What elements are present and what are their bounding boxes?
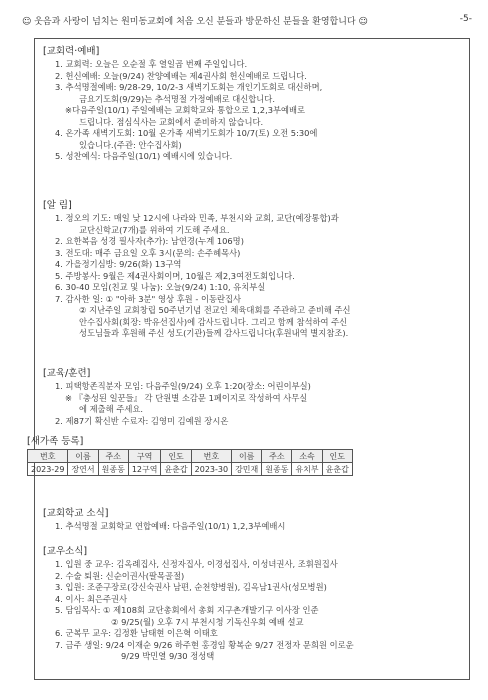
notice-line: 6. 군복무 교우: 김정환 남태현 이은혁 이태호 <box>55 628 218 638</box>
table-cell: 원종동 <box>98 463 128 476</box>
notice-line: 4. 온가족 새벽기도회: 10월 온가족 새벽기도회가 10/7(토) 오전 5:30에 <box>55 128 318 138</box>
notice-line: ② 9/25(월) 오후 7시 부천시청 기독신우회 예배 설교 <box>111 616 304 627</box>
notice-line: ② 지난주일 교회창립 50주년기념 전교인 체육대회를 주관하고 준비해 주신 <box>79 305 351 315</box>
table-row <box>28 463 353 476</box>
table-cell: 원종동 <box>262 463 292 476</box>
table-cell: 윤춘갑 <box>322 463 352 476</box>
section-title: [알 림] <box>43 200 72 211</box>
notice-line: 있습니다.(주관: 안수집사회) <box>79 139 182 150</box>
section-title: [새가족 등록] <box>27 436 84 447</box>
section-member-news <box>43 543 467 663</box>
table-cell: 12구역 <box>128 463 161 476</box>
notice-line: 5. 담임목사: ① 제108회 교단총회에서 총회 지구촌개발기구 이사장 인준 <box>55 605 319 615</box>
table-header-cell: 소속 <box>292 450 322 463</box>
table-cell: 윤춘갑 <box>161 463 191 476</box>
section-title: [교회력·예배] <box>43 46 100 57</box>
table-header-cell: 구역 <box>128 450 161 463</box>
table-cell: 2023-30 <box>191 463 231 476</box>
notice-line: 5. 주방봉사: 9월은 제4권사회이며, 10월은 제2,3여전도회입니다. <box>55 270 295 281</box>
notice-line: 9/29 박민열 9/30 정성택 <box>121 651 215 661</box>
table-cell: 강민재 <box>232 463 262 476</box>
notice-line: 2. 헌신예배: 오늘(9/24) 찬양예배는 제4권사회 헌신예배로 드립니다. <box>55 70 307 81</box>
notice-line: ※ 『충성된 일꾼들』 각 단원별 소감문 1페이지로 작성하여 사무실 <box>65 392 308 403</box>
notice-line: 에 제출해 주세요. <box>79 404 144 414</box>
table-cell: 장연서 <box>68 463 98 476</box>
table-header-cell: 번호 <box>28 450 68 463</box>
header-text: ☺ 웃음과 사랑이 넘치는 원미동교회에 처음 오신 분들과 방문하신 분들을 환영합니다 ☺ <box>22 17 368 27</box>
content-frame <box>27 38 470 680</box>
table-header-cell: 이름 <box>232 450 262 463</box>
new-family-table <box>27 449 353 476</box>
notice-line: 1. 정오의 기도: 매일 낮 12시에 나라와 민족, 부천시와 교회, 교단(예장통합)과 <box>55 213 339 223</box>
table-cell: 유치부 <box>292 463 322 476</box>
notice-line: 3. 추석명절예배: 9/28-29, 10/2-3 새벽기도회는 개인기도회로 대신하며, <box>55 82 323 92</box>
notice-line: 4. 이사: 최은주권사 <box>55 593 128 604</box>
notice-line: 2. 요한복음 성경 필사자(추가): 남연경(누계 106명) <box>55 236 244 246</box>
notice-line: 안수집사회(회장: 박유선집사)에 감사드립니다. 그리고 함께 참석하여 주신 <box>79 316 348 327</box>
notice-line: 성도님들과 후원해 주신 성도(기관)들께 감사드립니다(후원내역 별지참조). <box>79 328 349 338</box>
section-church-school <box>43 505 467 533</box>
notice-line: 2. 수술 퇴원: 신순이권사(팔목골절) <box>55 570 185 581</box>
notice-line: 2. 제87기 확신반 수료자: 김영미 김예원 장시온 <box>55 415 229 426</box>
notice-line: 1. 추석명절 교회학교 연합예배: 다음주일(10/1) 1,2,3부예배시 <box>55 521 286 531</box>
section-title: [교육/훈련] <box>43 368 91 379</box>
notice-line: 7. 금주 생일: 9/24 이재순 9/26 하주현 홍경임 황복순 9/27 전정자 문희원 이로운 <box>55 639 354 650</box>
table-cell: 2023-29 <box>28 463 68 476</box>
notice-line: 5. 성찬예식: 다음주일(10/1) 예배시에 있습니다. <box>55 151 233 161</box>
section-title: [교우소식] <box>43 546 88 557</box>
section-new-family <box>27 433 451 476</box>
table-header-cell: 이름 <box>68 450 98 463</box>
table-header-cell: 주소 <box>262 450 292 463</box>
section-education <box>43 365 467 427</box>
notice-line: 교단신학교(7개)를 위하여 기도해 주세요. <box>79 224 230 235</box>
notice-line: 1. 피택항존직분자 모임: 다음주일(9/24) 오후 1:20(장소: 어린이부실) <box>55 381 311 391</box>
table-header-cell: 인도 <box>161 450 191 463</box>
page-header <box>22 14 472 27</box>
notice-line: 1. 교회력: 오늘은 오순절 후 열일곱 번째 주일입니다. <box>55 59 248 69</box>
section-worship <box>43 43 467 163</box>
notice-line: 3. 입원: 조준구장로(강신숙권사 남편, 순천향병원), 김옥남1권사(성모병원) <box>55 582 327 592</box>
notice-line: 1. 입원 중 교우: 김옥례집사, 신정자집사, 이경섭집사, 이성녀권사, 조휘원집사 <box>55 559 338 569</box>
section-title: [교회학교 소식] <box>43 508 109 519</box>
notice-line: 3. 전도대: 매주 금요일 오후 3시(문의: 손주혜목사) <box>55 247 241 258</box>
section-announcements <box>43 197 467 340</box>
notice-line: 드립니다. 점심식사는 교회에서 준비하지 않습니다. <box>79 116 264 127</box>
notice-line: 4. 가을정기심방: 9/26(화) 13구역 <box>55 259 182 269</box>
table-header-cell: 주소 <box>98 450 128 463</box>
notice-line: 7. 감사한 일: ① "아하 3분" 영상 후원 - 이동란집사 <box>55 293 242 304</box>
table-header-cell: 인도 <box>322 450 352 463</box>
table-header-row <box>28 450 353 463</box>
table-header-cell: 번호 <box>191 450 231 463</box>
notice-line: ※다음주일(10/1) 주일예배는 교회학교와 통합으로 1,2,3부예배로 <box>65 105 306 115</box>
notice-line: 금요기도회(9/29)는 추석명절 가정예배로 대신합니다. <box>79 93 275 104</box>
notice-line: 6. 30-40 모임(친교 및 나눔): 오늘(9/24) 1:10, 유치부실 <box>55 282 266 292</box>
page-number: -5- <box>459 14 472 24</box>
